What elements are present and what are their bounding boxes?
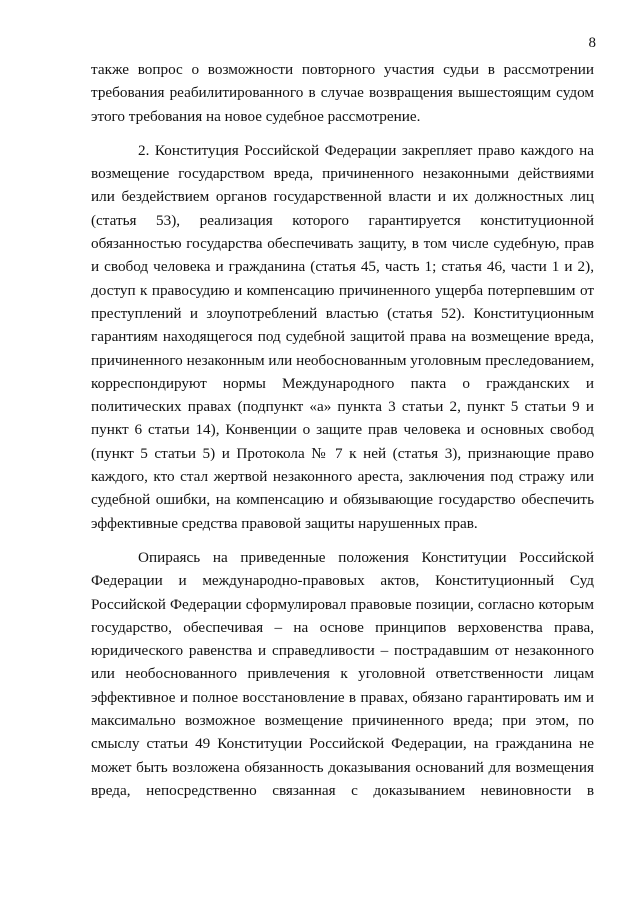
text-line: возмещение государством вреда, причиненного незаконными действиями [91, 165, 594, 183]
text-line: Опираясь на приведенные положения Конституции Российской [138, 548, 594, 566]
paragraph-1 [91, 58, 594, 128]
text-line: гарантиям находящегося под судебной защитой права на возмещение вреда, [91, 328, 594, 346]
text-line: эффективное и полное восстановление в правах, обязано гарантировать им и [91, 688, 594, 706]
text-line: (пункт 5 статьи 5) и Протокола № 7 к ней (статья 3), признающие право [91, 444, 594, 462]
text-line: требования реабилитированного в случае возвращения вышестоящим судом [91, 84, 594, 102]
text-line: 2. Конституция Российской Федерации закрепляет право каждого на [138, 141, 594, 159]
text-line: или бездействием органов государственной власти и их должностных лиц [91, 188, 594, 206]
text-line: вреда, непосредственно связанная с доказыванием невиновности в [91, 781, 594, 799]
text-line: Российской Федерации сформулировал правовые позиции, согласно которым [91, 595, 594, 613]
text-line: корреспондируют нормы Международного пакта о гражданских и [91, 374, 594, 392]
text-line: может быть возложена обязанность доказывания оснований для возмещения [91, 758, 594, 776]
text-line: пункт 6 статьи 14), Конвенции о защите прав человека и основных свобод [91, 421, 594, 439]
text-line: судебной ошибки, на компенсацию и обязывающие государство обеспечить [91, 491, 594, 509]
text-line: каждого, кто стал жертвой незаконного ареста, заключения под стражу или [91, 468, 594, 486]
page-number: 8 [588, 35, 596, 51]
text-line: обязанностью государства обеспечивать защиту, в том числе судебную, прав [91, 235, 594, 253]
text-line: или необоснованного привлечения к уголовной ответственности лицам [91, 665, 594, 683]
text-line: причиненного незаконным или необоснованным уголовным преследованием, [91, 351, 594, 369]
text-line: Федерации и международно-правовых актов, Конституционный Суд [91, 572, 594, 590]
text-line: государство, обеспечивая – на основе принципов верховенства права, [91, 618, 594, 636]
text-line: (статья 53), реализация которого гарантируется конституционной [91, 211, 594, 229]
paragraph-3 [91, 546, 594, 802]
text-line: также вопрос о возможности повторного участия судьи в рассмотрении [91, 61, 594, 78]
text-line: максимально возможное возмещение причиненного вреда; при этом, по [91, 712, 594, 730]
text-line: и свобод человека и гражданина (статья 45, часть 1; статья 46, части 1 и 2), [91, 258, 594, 276]
document-body [91, 58, 594, 802]
text-line: смыслу статьи 49 Конституции Российской Федерации, на гражданина не [91, 735, 594, 753]
text-line: преступлений и злоупотреблений властью (статья 52). Конституционным [91, 304, 594, 322]
text-line: политических правах (подпункт «а» пункта 3 статьи 2, пункт 5 статьи 9 и [91, 398, 594, 416]
paragraph-2 [91, 139, 594, 535]
text-line: доступ к правосудию и компенсацию причиненного ущерба потерпевшим от [91, 281, 594, 299]
text-line: юридического равенства и справедливости – пострадавшим от незаконного [91, 642, 594, 660]
text-line: эффективные средства правовой защиты нарушенных прав. [91, 514, 478, 532]
text-line: этого требования на новое судебное рассмотрение. [91, 107, 421, 125]
